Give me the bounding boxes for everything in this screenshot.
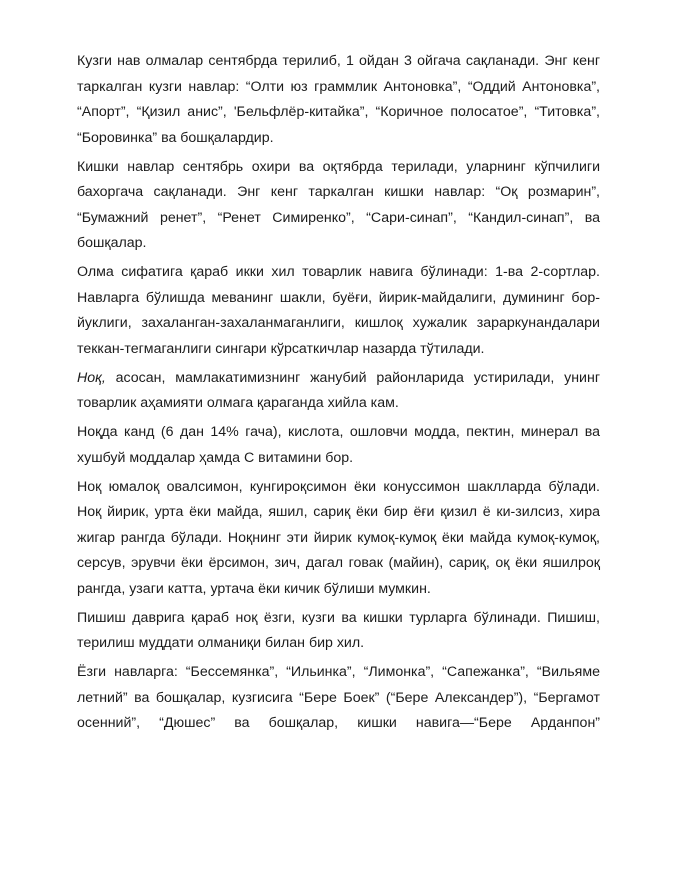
term-pear: Ноқ,	[77, 369, 106, 386]
paragraph-pear-composition: Ноқда канд (6 дан 14% гача), кислота, ошловчи модда, пектин, минерал ва хушбуй моддалар ҳамда С витамини бор.	[77, 424, 600, 466]
paragraph-winter-varieties: Кишки навлар сентябрь охири ва оқтябрда терилади, уларнинг кўпчилиги бахоргача сақланади. Энг кенг таркалган кишки навлар: “Оқ розмарин”, “Бумажний ренет”, “Ренет Симиренко”, “Сари-синап”, “Кандил-синап”, ва бошқалар.	[77, 158, 600, 251]
paragraph-pear-intro	[77, 366, 600, 417]
paragraph-autumn-varieties: Кузги нав олмалар сентябрда терилиб, 1 ойдан 3 ойгача сақланади. Энг кенг таркалган кузги навлар: “Олти юз граммлик Антоновка”, “Оддий Антоновка”, “Апорт”, “Қизил анис”, 'Бельфлёр-китайка”, “Коричное полосатое”, “Титовка”, “Боровинка” ва бошқалардир.	[77, 53, 600, 146]
paragraph-apple-grades: Олма сифатига қараб икки хил товарлик навига бўлинади: 1-ва 2-сортлар. Навларга бўлишда меванинг шакли, буёғи, йирик-майдалиги, думининг бор-йуклиги, захаланган-захаланмаганлиги, кишлоқ хужалик зараркунандалари теккан-тегмаганлиги сингари кўрсаткичлар назарда тўтилади.	[77, 264, 600, 357]
paragraph-pear-intro-text: асосан, мамлакатимизнинг жанубий районларида устирилади, унинг товарлик аҳамияти олмага қараганда хийла кам.	[77, 369, 600, 411]
paragraph-pear-shape: Ноқ юмалоқ овалсимон, кунгироқсимон ёки конуссимон шаклларда бўлади. Ноқ йирик, урта ёки майда, яшил, сариқ ёки бир ёғи қизил ё ки-зилсиз, хира жигар рангда бўлади. Ноқнинг эти йирик кумоқ-кумоқ ёки майда кумоқ-кумоқ, серсув, эрувчи ёки ёрсимон, зич, дагал говак (майин), сариқ, оқ ёки яшилроқ рангда, узаги катта, уртача ёки кичик бўлиши мумкин.	[77, 478, 600, 597]
document-page	[77, 49, 600, 740]
paragraph-pear-ripening: Пишиш даврига қараб ноқ ёзги, кузги ва кишки турларга бўлинади. Пишиш, терилиш муддати олманиқи билан бир хил.	[77, 609, 600, 651]
paragraph-pear-varieties: Ёзги навларга: “Бессемянка”, “Ильинка”, “Лимонка”, “Сапежанка”, “Вильяме летний” ва бошқалар, кузгисига “Бере Боек” (“Бере Александер”), “Бергамот осенний”, “Дюшес” ва бошқалар, кишки навига—“Бере Арданпон”	[77, 664, 600, 731]
